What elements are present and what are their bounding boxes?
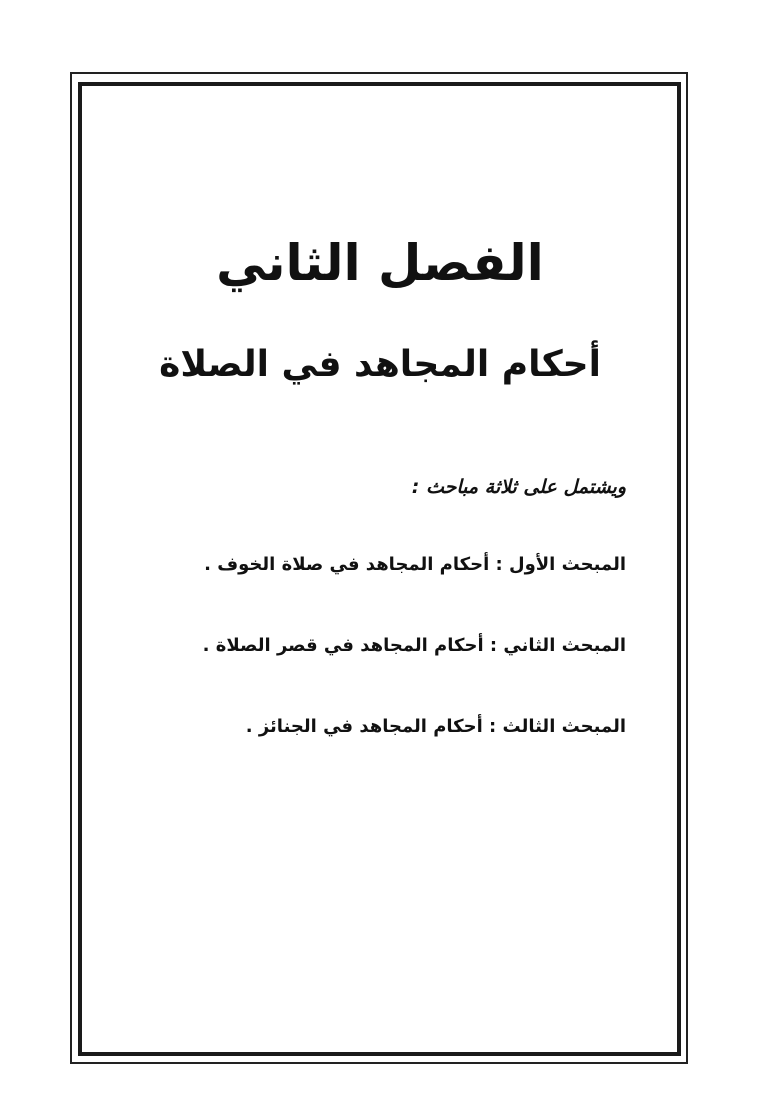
chapter-subtitle: أحكام المجاهد في الصلاة: [159, 344, 601, 385]
section-item-second: المبحث الثاني : أحكام المجاهد في قصر الصلاة .: [202, 635, 626, 656]
chapter-intro: ويشتمل على ثلاثة مباحث :: [411, 476, 626, 498]
section-item-third: المبحث الثالث : أحكام المجاهد في الجنائز .: [245, 716, 626, 737]
section-item-first: المبحث الأول : أحكام المجاهد في صلاة الخوف .: [204, 554, 626, 575]
chapter-title: الفصل الثاني: [216, 234, 544, 292]
